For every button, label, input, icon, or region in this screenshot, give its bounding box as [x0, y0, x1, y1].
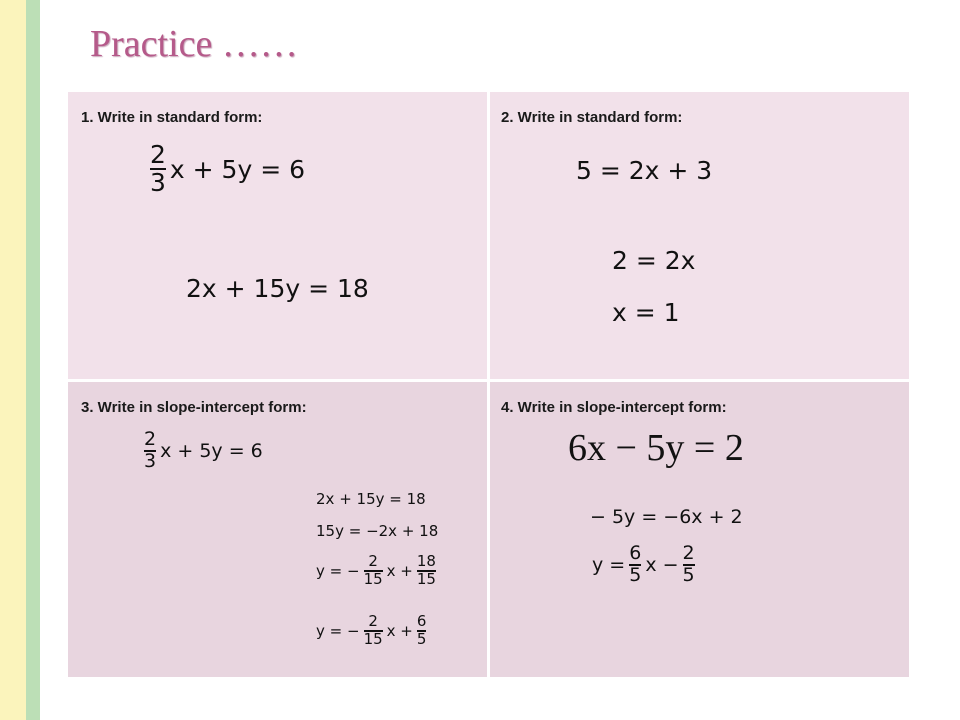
fraction	[683, 544, 695, 586]
fraction	[629, 544, 641, 586]
fraction-numerator: 2	[144, 428, 157, 450]
step-lead: y = −	[316, 561, 360, 580]
fraction-denominator: 3	[150, 168, 166, 198]
problem-1-step-1: 2x + 15y = 18	[186, 274, 369, 303]
equation-rest: x + 5y = 6	[160, 439, 263, 462]
fraction-denominator: 5	[682, 563, 695, 586]
fraction-denominator: 5	[629, 563, 642, 586]
problem-1-cell	[68, 92, 488, 380]
problem-4-given: 6x − 5y = 2	[568, 427, 744, 469]
equation-rest: x + 5y = 6	[169, 154, 305, 184]
step-mid: x −	[645, 553, 679, 576]
problem-2-cell	[488, 92, 910, 380]
column-divider	[488, 92, 490, 678]
fraction-denominator: 3	[144, 449, 157, 472]
problem-2-step-1: 2 = 2x	[612, 246, 696, 275]
problem-1-given	[146, 142, 305, 197]
fraction-numerator: 2	[368, 612, 378, 630]
problem-2-given: 5 = 2x + 3	[576, 156, 713, 185]
decor-stripe-yellow-light	[10, 0, 26, 720]
slide-title: Practice ……	[90, 23, 298, 65]
fraction-denominator: 5	[416, 629, 427, 648]
fraction-numerator: 6	[416, 612, 427, 630]
decor-stripe-yellow	[0, 0, 10, 720]
problem-4-cell	[488, 380, 910, 678]
problem-3-step-4	[316, 614, 430, 648]
problem-3-step-1: 2x + 15y = 18	[316, 490, 426, 508]
practice-table	[68, 92, 910, 678]
fraction	[364, 614, 383, 648]
problem-3-cell	[68, 380, 488, 678]
decor-stripe-green	[26, 0, 40, 720]
problem-3-step-2: 15y = −2x + 18	[316, 522, 439, 540]
fraction	[417, 614, 427, 648]
problem-3-step-3	[316, 554, 440, 588]
problem-4-step-2	[592, 544, 699, 586]
fraction	[417, 554, 436, 588]
step-mid: x +	[386, 561, 413, 580]
fraction-numerator: 6	[629, 542, 642, 564]
fraction-numerator: 2	[150, 140, 166, 169]
fraction-denominator: 15	[363, 569, 383, 588]
fraction-denominator: 15	[363, 629, 383, 648]
step-mid: x +	[386, 621, 413, 640]
step-lead: y = −	[316, 621, 360, 640]
problem-2-prompt: 2. Write in standard form:	[501, 109, 683, 126]
problem-3-given	[140, 430, 263, 472]
problem-1-prompt: 1. Write in standard form:	[81, 109, 263, 126]
problem-4-step-1: − 5y = −6x + 2	[590, 506, 743, 528]
fraction-denominator: 15	[416, 569, 436, 588]
fraction	[150, 142, 166, 197]
step-lead: y =	[592, 553, 626, 576]
problem-3-prompt: 3. Write in slope-intercept form:	[81, 399, 307, 416]
fraction	[144, 430, 156, 472]
fraction-numerator: 18	[416, 552, 436, 570]
problem-2-step-2: x = 1	[612, 298, 680, 327]
problem-4-prompt: 4. Write in slope-intercept form:	[501, 399, 727, 416]
fraction-numerator: 2	[368, 552, 378, 570]
fraction	[364, 554, 383, 588]
fraction-numerator: 2	[682, 542, 695, 564]
